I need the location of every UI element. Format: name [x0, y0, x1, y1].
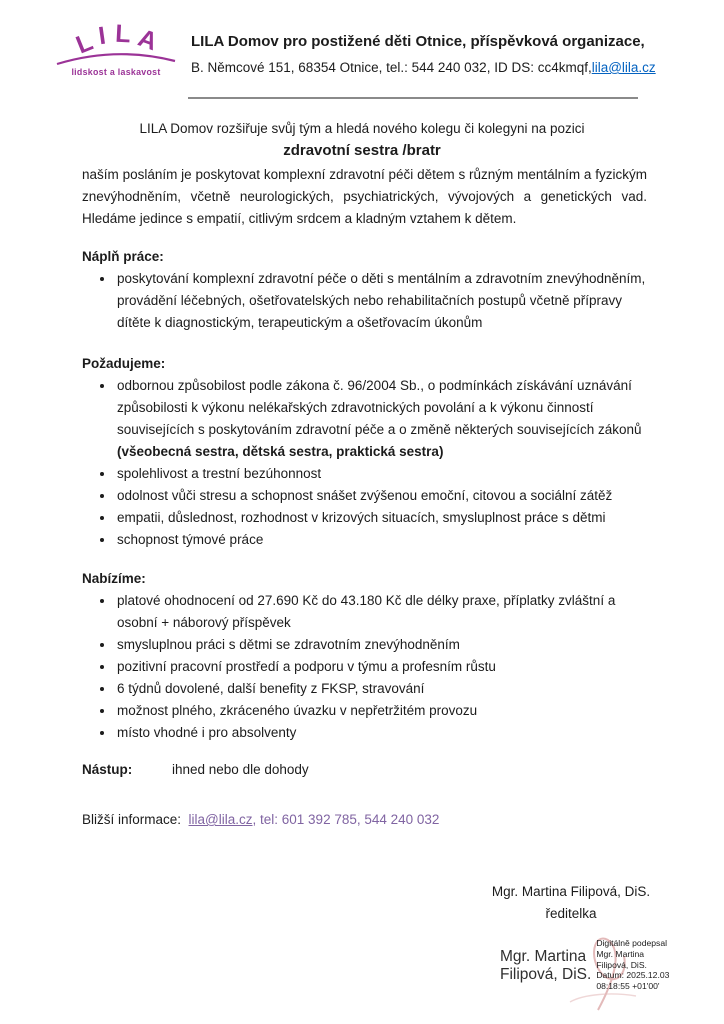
digital-signature-detail-line: Digitálně podepsal [596, 938, 668, 948]
logo-tagline: lidskost a laskavost [71, 67, 161, 77]
lila-logo-wordmark [55, 19, 177, 60]
organization-name: LILA Domov pro postižené děti Otnice, příspěvková organizace, [191, 33, 645, 50]
signature-block [452, 881, 690, 925]
list-item [115, 375, 654, 463]
list-item: • pozitivní pracovní prostředí a podporu v týmu a profesním růstu [115, 656, 654, 678]
list-item: • poskytování komplexní zdravotní péče o děti s mentálním a zdravotním znevýhodněním, provádění léčebných, ošetřovatelských nebo rehabilitačních postupů včetně přípravy dítěte k diagnostickým, terapeutickým a ošetřovacím úkonům [115, 268, 654, 334]
napln-prace-list [82, 268, 654, 334]
requirement-text-bold: (všeobecná sestra, dětská sestra, praktická sestra) [117, 444, 444, 459]
list-item: • 6 týdnů dovolené, další benefity z FKSP, stravování [115, 678, 654, 700]
list-item: • platové ohodnocení od 27.690 Kč do 43.180 Kč dle délky praxe, příplatky zvláštní a osobní + náborový příspěvek [115, 590, 654, 634]
digital-signature-detail-line: Mgr. Martina [596, 948, 645, 959]
contact-email-link[interactable]: lila@lila.cz [188, 812, 253, 827]
mission-paragraph: naším posláním je poskytovat komplexní zdravotní péči dětem s různým mentálním a fyzickým znevýhodněním, včetně neurologických, psychiatrických, vývojových a genetických vad. Hledáme jedince s empatií, citlivým srdcem a kladným vztahem k dětem. [82, 167, 647, 226]
signatory-role: ředitelka [545, 906, 597, 921]
nastup-row [82, 759, 654, 781]
nastup-value: ihned nebo dle dohody [172, 762, 309, 777]
requirement-text: odbornou způsobilost podle zákona č. 96/2004 Sb., o podmínkách získávání uznávání způsobilosti k výkonu nelékařských zdravotnických povolání a k výkonu činností souvisejících s poskytováním zdravotní péče a o změně některých souvisejících zákonů [117, 378, 642, 437]
digital-signature-detail-line: Datum: 2025.12.03 [596, 970, 670, 981]
signatory-name: Mgr. Martina Filipová, DiS. [491, 884, 651, 899]
header-divider [188, 97, 638, 99]
digital-signature-stamp [500, 930, 710, 992]
contact-phones: , tel: 601 392 785, 544 240 032 [252, 812, 440, 827]
logo-letter: L [114, 19, 132, 49]
list-item: • spolehlivost a trestní bezúhonnost [115, 463, 654, 485]
list-item: • smysluplnou práci s dětmi se zdravotním znevýhodněním [115, 634, 654, 656]
digital-signature-name-line: Filipová, DiS. [500, 965, 592, 983]
pozadujeme-list [82, 375, 654, 551]
section-heading-napln-prace: Náplň práce: [82, 249, 164, 264]
header-text [191, 26, 656, 78]
list-item: • místo vhodné i pro absolventy [115, 722, 654, 744]
intro-line: LILA Domov rozšiřuje svůj tým a hledá nového kolegu či kolegyni na pozici [139, 121, 585, 136]
list-item: • empatii, důslednost, rozhodnost v krizových situacích, smysluplnost práce s dětmi [115, 507, 654, 529]
address-text: B. Němcové 151, 68354 Otnice, tel.: 544 240 032, ID DS: cc4kmqf, [191, 60, 592, 75]
job-position-title: zdravotní sestra /bratr [283, 142, 441, 159]
nabizime-list [82, 590, 654, 744]
header-email-link[interactable]: lila@lila.cz [591, 60, 656, 75]
digital-signature-name [500, 930, 591, 992]
digital-signature-detail-line: Filipová, DiS. [596, 959, 647, 970]
section-heading-nabizime: Nabízíme: [82, 571, 146, 586]
list-item: • schopnost týmové práce [115, 529, 654, 551]
contact-info-row [82, 809, 654, 831]
section-heading-pozadujeme: Požadujeme: [82, 356, 166, 371]
logo-letter: I [96, 21, 108, 51]
digital-signature-detail-line: 08:18:55 +01'00' [596, 981, 660, 992]
contact-info-label: Bližší informace: [82, 812, 182, 827]
document-body [0, 107, 724, 925]
digital-signature-name-line: Mgr. Martina [500, 948, 587, 965]
document-header [55, 19, 684, 78]
logo-arc-icon [55, 51, 177, 66]
list-item: • odolnost vůči stresu a schopnost snášet zvýšenou emoční, citovou a sociální zátěž [115, 485, 654, 507]
organization-address [191, 58, 656, 78]
digital-signature-details [596, 930, 669, 992]
list-item: • možnost plného, zkráceného úvazku v nepřetržitém provozu [115, 700, 654, 722]
logo-letter: A [134, 23, 162, 57]
lila-logo [55, 19, 177, 78]
logo-letter: L [71, 27, 97, 60]
nastup-label: Nástup: [82, 762, 133, 777]
